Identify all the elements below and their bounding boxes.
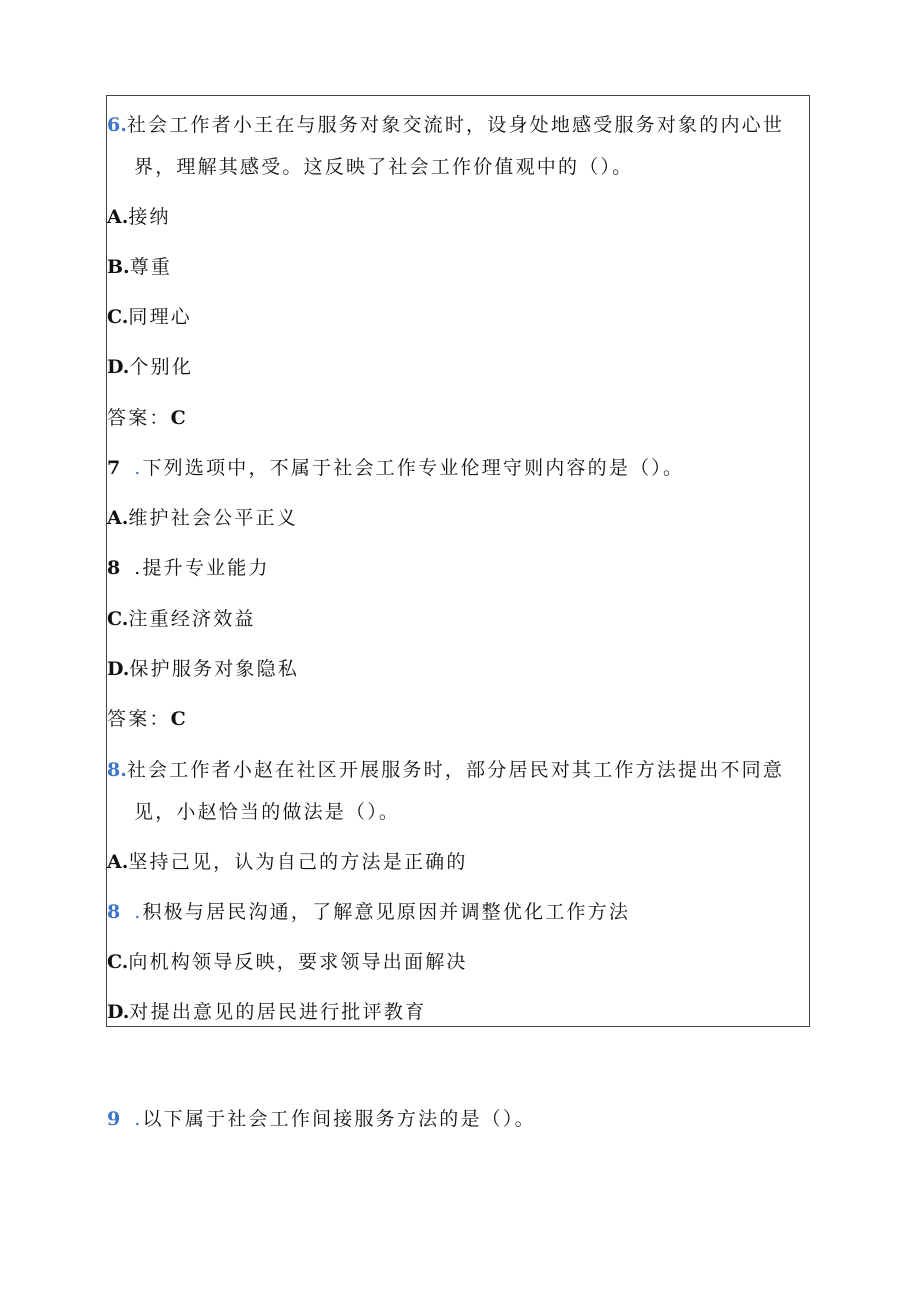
answer-value: C (170, 407, 188, 429)
q9-stem-text: 以下属于社会工作间接服务方法的是（）。 (142, 1108, 536, 1130)
option-label: 8 (107, 901, 121, 923)
option-label: D. (107, 356, 130, 378)
q8-option-a (107, 850, 468, 874)
option-label: A. (107, 206, 129, 228)
option-label: D. (107, 658, 130, 680)
q8-stem-text1: 社会工作者小赵在社区开展服务时，部分居民对其工作方法提出不同意 (126, 759, 785, 781)
q6-stem-line1 (107, 113, 784, 137)
option-separator: . (134, 901, 143, 923)
q7-answer (107, 707, 188, 731)
q6-option-d (107, 355, 193, 379)
option-text: 同理心 (128, 306, 193, 328)
q7-option-c (107, 607, 256, 631)
option-text: 接纳 (128, 206, 171, 228)
answer-prefix: 答案： (107, 708, 171, 730)
q9-stem (107, 1107, 536, 1131)
q7-stem (107, 456, 684, 480)
q6-stem-line2: 界，理解其感受。这反映了社会工作价值观中的（）。 (134, 156, 634, 178)
option-text: 维护社会公平正义 (128, 507, 298, 529)
option-label: A. (107, 507, 129, 529)
option-label: C. (107, 951, 129, 973)
q6-option-a (107, 205, 171, 229)
option-separator: . (134, 557, 143, 579)
option-text: 提升专业能力 (142, 557, 270, 579)
q8-option-c (107, 950, 468, 974)
q6-number: 6. (107, 114, 127, 136)
q7-separator: . (134, 457, 143, 479)
option-text: 保护服务对象隐私 (129, 658, 300, 680)
option-text: 积极与居民沟通，了解意见原因并调整优化工作方法 (142, 901, 631, 923)
option-text: 注重经济效益 (128, 608, 256, 630)
q7-option-d (107, 657, 299, 681)
q8-option-b (107, 900, 630, 924)
q9-number: 9 (107, 1108, 121, 1130)
option-label: D. (107, 1001, 130, 1023)
option-text: 对提出意见的居民进行批评教育 (129, 1001, 427, 1023)
q6-stem-text1: 社会工作者小王在与服务对象交流时，设身处地感受服务对象的内心世 (126, 114, 785, 136)
q7-option-b (107, 556, 270, 580)
option-text: 个别化 (129, 356, 194, 378)
option-label: A. (107, 851, 129, 873)
answer-value: C (170, 708, 188, 730)
q8-stem-line1 (107, 758, 784, 782)
option-label: B. (107, 256, 130, 278)
q9-separator: . (134, 1108, 143, 1130)
q6-option-c (107, 305, 192, 329)
q7-option-a (107, 506, 298, 530)
option-label: C. (107, 306, 129, 328)
q8-number: 8. (107, 759, 127, 781)
option-label: C. (107, 608, 129, 630)
q8-stem-line2: 见，小赵恰当的做法是（）。 (134, 801, 401, 823)
q6-answer (107, 406, 188, 430)
q7-stem-text: 下列选项中，不属于社会工作专业伦理守则内容的是（）。 (142, 457, 685, 479)
answer-prefix: 答案： (107, 407, 171, 429)
option-label: 8 (107, 557, 121, 579)
q6-option-b (107, 255, 172, 279)
option-text: 向机构领导反映，要求领导出面解决 (128, 951, 468, 973)
option-text: 坚持己见，认为自己的方法是正确的 (128, 851, 468, 873)
q8-option-d (107, 1000, 426, 1024)
option-text: 尊重 (129, 256, 173, 278)
q7-number: 7 (107, 457, 121, 479)
